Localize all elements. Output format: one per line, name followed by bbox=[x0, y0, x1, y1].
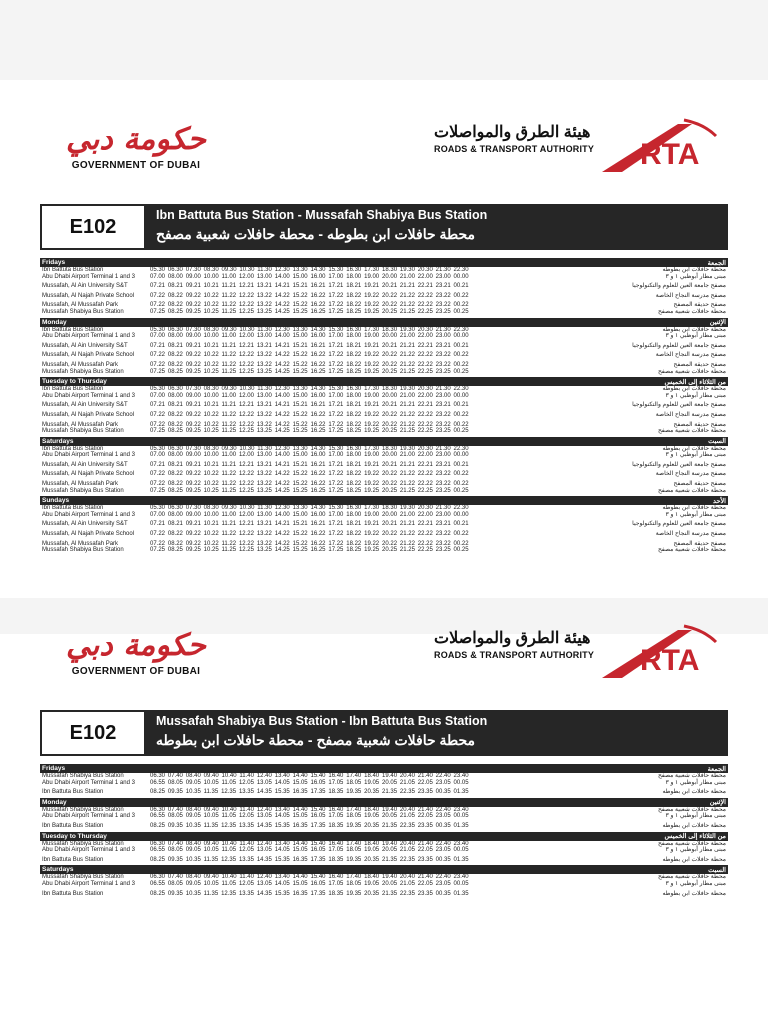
rta-name-english: ROADS & TRANSPORT AUTHORITY bbox=[434, 144, 595, 154]
stop-name-arabic: مصفح مدرسة النجاح الخاصة bbox=[655, 352, 726, 359]
table-row bbox=[40, 393, 728, 400]
stop-name: Mussafah Shabiya Bus Station bbox=[42, 840, 124, 847]
stop-name: Abu Dhabi Airport Terminal 1 and 3 bbox=[42, 779, 135, 786]
departure-times: 07.22 08.22 09.22 10.22 11.22 12.22 13.22 14.22 15.22 16.22 17.22 18.22 19.22 20.22 21.22 22.22 23.22 00.22 bbox=[150, 352, 469, 359]
top-background bbox=[0, 0, 768, 80]
dubai-logo-english: GOVERNMENT OF DUBAI bbox=[71, 666, 201, 677]
rta-mark-text: RTA bbox=[640, 138, 700, 171]
stop-name-arabic: مصفح جامعة العين للعلوم والتكنولوجيا bbox=[632, 402, 726, 409]
stop-name: Mussafah, Al Ain University S&T bbox=[42, 521, 128, 528]
stop-name: Abu Dhabi Airport Terminal 1 and 3 bbox=[42, 511, 135, 518]
departure-times: 07.22 08.22 09.22 10.22 11.22 12.22 13.22 14.22 15.22 16.22 17.22 18.22 19.22 20.22 21.22 22.22 23.22 00.22 bbox=[150, 540, 469, 547]
stop-name-arabic: محطة حافلات شعبية مصفح bbox=[658, 874, 726, 881]
table-row bbox=[40, 274, 728, 281]
day-label-english: Tuesday to Thursday bbox=[42, 832, 107, 840]
stop-name-arabic: مبنى مطار أبوظبي ١ و ٣ bbox=[665, 847, 726, 854]
table-row bbox=[40, 488, 728, 495]
day-header bbox=[40, 437, 728, 446]
stop-name-arabic: مصفح حديقة المصفح bbox=[673, 302, 726, 309]
stop-name: Mussafah, Al Ain University S&T bbox=[42, 283, 128, 290]
day-header bbox=[40, 258, 728, 267]
stop-name-arabic: مصفح جامعة العين للعلوم والتكنولوجيا bbox=[632, 342, 726, 349]
day-header bbox=[40, 764, 728, 773]
table-row bbox=[40, 847, 728, 854]
departure-times: 07.00 08.00 09.00 10.00 11.00 12.00 13.00 14.00 15.00 16.00 17.00 18.00 19.00 20.00 21.00 22.00 23.00 00.00 bbox=[150, 392, 469, 399]
stop-name: Mussafah Shabiya Bus Station bbox=[42, 487, 124, 494]
table-row bbox=[40, 362, 728, 369]
stop-name-arabic: مصفح حديقة المصفح bbox=[673, 421, 726, 428]
stop-name: Mussafah, Al Najah Private School bbox=[42, 352, 135, 359]
departure-times: 05.30 06.30 07.30 08.30 09.30 10.30 11.30 12.30 13.30 14.30 15.30 16.30 17.30 18.30 19.30 20.30 21.30 22.30 bbox=[150, 445, 469, 452]
day-label-english: Fridays bbox=[42, 765, 66, 772]
table-row bbox=[40, 412, 728, 419]
departure-times: 06.55 08.05 09.05 10.05 11.05 12.05 13.05 14.05 15.05 16.05 17.05 18.05 19.05 20.05 21.05 22.05 23.05 00.05 bbox=[150, 813, 469, 820]
stop-name-arabic: محطة حافلات شعبية مصفح bbox=[658, 806, 726, 813]
table-row bbox=[40, 422, 728, 429]
departure-times: 05.30 06.30 07.30 08.30 09.30 10.30 11.30 12.30 13.30 14.30 15.30 16.30 17.30 18.30 19.30 20.30 21.30 22.30 bbox=[150, 326, 469, 333]
rta-logo-icon bbox=[600, 118, 718, 174]
stop-name-arabic: محطة حافلات شعبية مصفح bbox=[658, 773, 726, 779]
stop-name-arabic: مصفح حديقة المصفح bbox=[673, 481, 726, 488]
stop-name-arabic: محطة حافلات شعبية مصفح bbox=[658, 840, 726, 847]
departure-times: 05.30 06.30 07.30 08.30 09.30 10.30 11.30 12.30 13.30 14.30 15.30 16.30 17.30 18.30 19.30 20.30 21.30 22.30 bbox=[150, 386, 469, 393]
government-of-dubai-logo bbox=[66, 628, 206, 677]
table-row bbox=[40, 462, 728, 469]
table-row bbox=[40, 283, 728, 290]
day-label-english: Sundays bbox=[42, 497, 70, 505]
table-row bbox=[40, 452, 728, 459]
departure-times: 07.22 08.22 09.22 10.22 11.22 12.22 13.22 14.22 15.22 16.22 17.22 18.22 19.22 20.22 21.22 22.22 23.22 00.22 bbox=[150, 411, 469, 418]
stop-name-arabic: مبنى مطار أبوظبي ١ و ٣ bbox=[665, 452, 726, 459]
day-label-arabic: الجمعة bbox=[707, 259, 726, 267]
stop-name: Ibn Battuta Bus Station bbox=[42, 856, 104, 863]
route-number: E102 bbox=[40, 204, 146, 250]
route-title-bar bbox=[40, 710, 728, 756]
table-row bbox=[40, 857, 728, 864]
stop-name: Abu Dhabi Airport Terminal 1 and 3 bbox=[42, 880, 135, 887]
timetable-return bbox=[40, 618, 728, 897]
departure-times: 06.30 07.40 08.40 09.40 10.40 11.40 12.40 13.40 14.40 15.40 16.40 17.40 18.40 19.40 20.40 21.40 22.40 23.40 bbox=[150, 840, 469, 847]
stop-name: Mussafah, Al Ain University S&T bbox=[42, 461, 128, 468]
stop-name: Mussafah, Al Najah Private School bbox=[42, 471, 135, 478]
timetable-outbound bbox=[40, 112, 728, 554]
stop-name-arabic: مبنى مطار أبوظبي ١ و ٣ bbox=[665, 511, 726, 518]
table-row bbox=[40, 293, 728, 300]
table-row bbox=[40, 789, 728, 796]
stop-name-arabic: مبنى مطار أبوظبي ١ و ٣ bbox=[665, 273, 726, 280]
table-row bbox=[40, 302, 728, 309]
table-row bbox=[40, 891, 728, 898]
table-row bbox=[40, 841, 728, 848]
stop-name-arabic: محطة حافلات شعبية مصفح bbox=[658, 428, 726, 435]
departure-times: 05.30 06.30 07.30 08.30 09.30 10.30 11.30 12.30 13.30 14.30 15.30 16.30 17.30 18.30 19.30 20.30 21.30 22.30 bbox=[150, 505, 469, 512]
table-row bbox=[40, 773, 728, 780]
departure-times: 07.22 08.22 09.22 10.22 11.22 12.22 13.22 14.22 15.22 16.22 17.22 18.22 19.22 20.22 21.22 22.22 23.22 00.22 bbox=[150, 531, 469, 538]
route-title-bar bbox=[40, 204, 728, 250]
table-row bbox=[40, 446, 728, 453]
stop-name: Abu Dhabi Airport Terminal 1 and 3 bbox=[42, 333, 135, 340]
stop-name: Mussafah Shabiya Bus Station bbox=[42, 806, 124, 813]
stop-name-arabic: محطة حافلات شعبية مصفح bbox=[658, 308, 726, 315]
stop-name-arabic: محطة حافلات ابن بطوطه bbox=[662, 505, 726, 512]
stop-name: Abu Dhabi Airport Terminal 1 and 3 bbox=[42, 452, 135, 459]
day-header bbox=[40, 798, 728, 807]
day-label-arabic: من الثلاثاء إلى الخميس bbox=[664, 833, 726, 841]
stop-name-arabic: محطة حافلات شعبية مصفح bbox=[658, 368, 726, 375]
table-row bbox=[40, 333, 728, 340]
stop-name: Mussafah, Al Najah Private School bbox=[42, 411, 135, 418]
day-label-arabic: من الثلاثاء إلى الخميس bbox=[664, 378, 726, 386]
dubai-logo-english: GOVERNMENT OF DUBAI bbox=[71, 160, 201, 171]
table-row bbox=[40, 547, 728, 554]
stop-name: Abu Dhabi Airport Terminal 1 and 3 bbox=[42, 392, 135, 399]
departure-times: 06.30 07.40 08.40 09.40 10.40 11.40 12.40 13.40 14.40 15.40 16.40 17.40 18.40 19.40 20.40 21.40 22.40 23.40 bbox=[150, 874, 469, 881]
stop-name: Ibn Battuta Bus Station bbox=[42, 822, 104, 829]
stop-name: Mussafah, Al Ain University S&T bbox=[42, 342, 128, 349]
stop-name-arabic: مصفح مدرسة النجاح الخاصة bbox=[655, 411, 726, 418]
departure-times: 07.00 08.00 09.00 10.00 11.00 12.00 13.00 14.00 15.00 16.00 17.00 18.00 19.00 20.00 21.00 22.00 23.00 00.00 bbox=[150, 333, 469, 340]
departure-times: 07.25 08.25 09.25 10.25 11.25 12.25 13.25 14.25 15.25 16.25 17.25 18.25 19.25 20.25 21.25 22.25 23.25 00.25 bbox=[150, 487, 469, 494]
departure-times: 07.22 08.22 09.22 10.22 11.22 12.22 13.22 14.22 15.22 16.22 17.22 18.22 19.22 20.22 21.22 22.22 23.22 00.22 bbox=[150, 421, 469, 428]
departure-times: 07.25 08.25 09.25 10.25 11.25 12.25 13.25 14.25 15.25 16.25 17.25 18.25 19.25 20.25 21.25 22.25 23.25 00.25 bbox=[150, 368, 469, 375]
rta-logo-block bbox=[398, 118, 728, 178]
stop-name: Abu Dhabi Airport Terminal 1 and 3 bbox=[42, 813, 135, 820]
stop-name: Ibn Battuta Bus Station bbox=[42, 445, 104, 452]
rta-name-arabic: هيئة الطرق والمواصلات bbox=[434, 124, 591, 141]
departure-times: 07.21 08.21 09.21 10.21 11.21 12.21 13.21 14.21 15.21 16.21 17.21 18.21 19.21 20.21 21.21 22.21 23.21 00.21 bbox=[150, 283, 469, 290]
day-header bbox=[40, 865, 728, 874]
stop-name-arabic: محطة حافلات ابن بطوطه bbox=[662, 822, 726, 829]
day-label-arabic: الإثنين bbox=[709, 799, 726, 807]
day-label-arabic: السبت bbox=[708, 866, 726, 874]
table-row bbox=[40, 369, 728, 376]
table-row bbox=[40, 531, 728, 538]
stop-name: Mussafah, Al Mussafah Park bbox=[42, 421, 119, 428]
departure-times: 08.25 09.35 10.35 11.35 12.35 13.35 14.35 15.35 16.35 17.35 18.35 19.35 20.35 21.35 22.35 23.35 00.35 01.35 bbox=[150, 789, 469, 796]
rta-logo-icon bbox=[600, 624, 718, 680]
stop-name-arabic: محطة حافلات ابن بطوطه bbox=[662, 445, 726, 452]
stop-name-arabic: مصفح جامعة العين للعلوم والتكنولوجيا bbox=[632, 521, 726, 528]
stop-name-arabic: مصفح جامعة العين للعلوم والتكنولوجيا bbox=[632, 461, 726, 468]
departure-times: 07.25 08.25 09.25 10.25 11.25 12.25 13.25 14.25 15.25 16.25 17.25 18.25 19.25 20.25 21.25 22.25 23.25 00.25 bbox=[150, 547, 469, 554]
day-label-english: Monday bbox=[42, 318, 67, 326]
route-title-english: Ibn Battuta Bus Station - Mussafah Shabiya Bus Station bbox=[156, 208, 488, 222]
route-title-arabic: محطة حافلات شعبية مصفح - محطة حافلات ابن بطوطه bbox=[156, 732, 476, 748]
stop-name-arabic: محطة حافلات شعبية مصفح bbox=[658, 487, 726, 494]
stop-name: Ibn Battuta Bus Station bbox=[42, 386, 104, 393]
stop-name-arabic: مصفح مدرسة النجاح الخاصة bbox=[655, 471, 726, 478]
departure-times: 07.22 08.22 09.22 10.22 11.22 12.22 13.22 14.22 15.22 16.22 17.22 18.22 19.22 20.22 21.22 22.22 23.22 00.22 bbox=[150, 361, 469, 368]
stop-name: Mussafah, Al Mussafah Park bbox=[42, 540, 119, 547]
rta-name-arabic: هيئة الطرق والمواصلات bbox=[434, 630, 591, 647]
table-row bbox=[40, 823, 728, 830]
rta-mark-text: RTA bbox=[640, 644, 700, 677]
departure-times: 06.55 08.05 09.05 10.05 11.05 12.05 13.05 14.05 15.05 16.05 17.05 18.05 19.05 20.05 21.05 22.05 23.05 00.05 bbox=[150, 779, 469, 786]
day-label-english: Saturdays bbox=[42, 866, 74, 874]
departure-times: 08.25 09.35 10.35 11.35 12.35 13.35 14.35 15.35 16.35 17.35 18.35 19.35 20.35 21.35 22.35 23.35 00.35 01.35 bbox=[150, 856, 469, 863]
stop-name-arabic: مبنى مطار أبوظبي ١ و ٣ bbox=[665, 392, 726, 399]
day-label-arabic: الجمعة bbox=[707, 765, 726, 773]
day-label-arabic: الإثنين bbox=[709, 319, 726, 327]
stop-name-arabic: محطة حافلات ابن بطوطه bbox=[662, 386, 726, 393]
departure-times: 06.55 08.05 09.05 10.05 11.05 12.05 13.05 14.05 15.05 16.05 17.05 18.05 19.05 20.05 21.05 22.05 23.05 00.05 bbox=[150, 880, 469, 887]
table-row bbox=[40, 471, 728, 478]
table-row bbox=[40, 327, 728, 334]
stop-name: Ibn Battuta Bus Station bbox=[42, 505, 104, 512]
departure-times: 08.25 09.35 10.35 11.35 12.35 13.35 14.35 15.35 16.35 17.35 18.35 19.35 20.35 21.35 22.35 23.35 00.35 01.35 bbox=[150, 822, 469, 829]
day-label-english: Tuesday to Thursday bbox=[42, 378, 107, 386]
day-label-english: Saturdays bbox=[42, 437, 74, 445]
stop-name: Mussafah, Al Ain University S&T bbox=[42, 402, 128, 409]
stop-name-arabic: محطة حافلات ابن بطوطه bbox=[662, 890, 726, 897]
day-header bbox=[40, 377, 728, 386]
departure-times: 07.22 08.22 09.22 10.22 11.22 12.22 13.22 14.22 15.22 16.22 17.22 18.22 19.22 20.22 21.22 22.22 23.22 00.22 bbox=[150, 471, 469, 478]
dubai-logo-arabic: حكومة دبي bbox=[66, 122, 206, 157]
day-label-arabic: السبت bbox=[708, 438, 726, 446]
stop-name: Mussafah Shabiya Bus Station bbox=[42, 773, 124, 779]
stop-name-arabic: محطة حافلات ابن بطوطه bbox=[662, 326, 726, 333]
stop-name: Mussafah, Al Mussafah Park bbox=[42, 481, 119, 488]
departure-times: 08.25 09.35 10.35 11.35 12.35 13.35 14.35 15.35 16.35 17.35 18.35 19.35 20.35 21.35 22.35 23.35 00.35 01.35 bbox=[150, 890, 469, 897]
stop-name: Abu Dhabi Airport Terminal 1 and 3 bbox=[42, 273, 135, 280]
stop-name: Mussafah Shabiya Bus Station bbox=[42, 547, 124, 554]
table-row bbox=[40, 309, 728, 316]
stop-name: Mussafah Shabiya Bus Station bbox=[42, 874, 124, 881]
dubai-logo-arabic: حكومة دبي bbox=[66, 628, 206, 663]
stop-name-arabic: محطة حافلات ابن بطوطه bbox=[662, 267, 726, 273]
day-header bbox=[40, 832, 728, 841]
departure-times: 06.30 07.40 08.40 09.40 10.40 11.40 12.40 13.40 14.40 15.40 16.40 17.40 18.40 19.40 20.40 21.40 22.40 23.40 bbox=[150, 773, 469, 779]
stop-name-arabic: محطة حافلات ابن بطوطه bbox=[662, 789, 726, 796]
table-row bbox=[40, 813, 728, 820]
departure-times: 06.30 07.40 08.40 09.40 10.40 11.40 12.40 13.40 14.40 15.40 16.40 17.40 18.40 19.40 20.40 21.40 22.40 23.40 bbox=[150, 806, 469, 813]
stop-name-arabic: مبنى مطار أبوظبي ١ و ٣ bbox=[665, 333, 726, 340]
stop-name: Mussafah, Al Najah Private School bbox=[42, 292, 135, 299]
table-row bbox=[40, 881, 728, 888]
route-number: E102 bbox=[40, 710, 146, 756]
day-label-english: Monday bbox=[42, 798, 67, 806]
stop-name-arabic: مبنى مطار أبوظبي ١ و ٣ bbox=[665, 880, 726, 887]
day-label-english: Fridays bbox=[42, 259, 66, 266]
stop-name: Mussafah Shabiya Bus Station bbox=[42, 308, 124, 315]
route-title-english: Mussafah Shabiya Bus Station - Ibn Battuta Bus Station bbox=[156, 714, 488, 728]
stop-name-arabic: مبنى مطار أبوظبي ١ و ٣ bbox=[665, 779, 726, 786]
day-header bbox=[40, 318, 728, 327]
departure-times: 07.21 08.21 09.21 10.21 11.21 12.21 13.21 14.21 15.21 16.21 17.21 18.21 19.21 20.21 21.21 22.21 23.21 00.21 bbox=[150, 461, 469, 468]
table-row bbox=[40, 402, 728, 409]
table-row bbox=[40, 521, 728, 528]
stop-name: Mussafah Shabiya Bus Station bbox=[42, 428, 124, 435]
table-row bbox=[40, 428, 728, 435]
stop-name-arabic: مصفح حديقة المصفح bbox=[673, 540, 726, 547]
stop-name-arabic: محطة حافلات ابن بطوطه bbox=[662, 856, 726, 863]
day-header bbox=[40, 496, 728, 505]
departure-times: 07.21 08.21 09.21 10.21 11.21 12.21 13.21 14.21 15.21 16.21 17.21 18.21 19.21 20.21 21.21 22.21 23.21 00.21 bbox=[150, 521, 469, 528]
stop-name: Ibn Battuta Bus Station bbox=[42, 789, 104, 796]
page-header bbox=[40, 618, 728, 710]
table-row bbox=[40, 541, 728, 548]
table-row bbox=[40, 780, 728, 787]
table-row bbox=[40, 512, 728, 519]
departure-times: 06.55 08.05 09.05 10.05 11.05 12.05 13.05 14.05 15.05 16.05 17.05 18.05 19.05 20.05 21.05 22.05 23.05 00.05 bbox=[150, 847, 469, 854]
table-row bbox=[40, 386, 728, 393]
departure-times: 07.21 08.21 09.21 10.21 11.21 12.21 13.21 14.21 15.21 16.21 17.21 18.21 19.21 20.21 21.21 22.21 23.21 00.21 bbox=[150, 342, 469, 349]
departure-times: 07.00 08.00 09.00 10.00 11.00 12.00 13.00 14.00 15.00 16.00 17.00 18.00 19.00 20.00 21.00 22.00 23.00 00.00 bbox=[150, 273, 469, 280]
stop-name: Abu Dhabi Airport Terminal 1 and 3 bbox=[42, 847, 135, 854]
departure-times: 07.25 08.25 09.25 10.25 11.25 12.25 13.25 14.25 15.25 16.25 17.25 18.25 19.25 20.25 21.25 22.25 23.25 00.25 bbox=[150, 428, 469, 435]
stop-name: Mussafah, Al Mussafah Park bbox=[42, 361, 119, 368]
government-of-dubai-logo bbox=[66, 122, 206, 171]
stop-name: Mussafah, Al Najah Private School bbox=[42, 531, 135, 538]
stop-name-arabic: مبنى مطار أبوظبي ١ و ٣ bbox=[665, 813, 726, 820]
stop-name: Ibn Battuta Bus Station bbox=[42, 326, 104, 333]
departure-times: 07.22 08.22 09.22 10.22 11.22 12.22 13.22 14.22 15.22 16.22 17.22 18.22 19.22 20.22 21.22 22.22 23.22 00.22 bbox=[150, 481, 469, 488]
table-row bbox=[40, 481, 728, 488]
table-row bbox=[40, 807, 728, 814]
stop-name: Ibn Battuta Bus Station bbox=[42, 267, 104, 273]
table-row bbox=[40, 874, 728, 881]
stop-name-arabic: محطة حافلات شعبية مصفح bbox=[658, 547, 726, 554]
departure-times: 05.30 06.30 07.30 08.30 09.30 10.30 11.30 12.30 13.30 14.30 15.30 16.30 17.30 18.30 19.30 20.30 21.30 22.30 bbox=[150, 267, 469, 273]
route-title-arabic: محطة حافلات ابن بطوطه - محطة حافلات شعبية مصفح bbox=[156, 226, 476, 242]
departure-times: 07.00 08.00 09.00 10.00 11.00 12.00 13.00 14.00 15.00 16.00 17.00 18.00 19.00 20.00 21.00 22.00 23.00 00.00 bbox=[150, 511, 469, 518]
stop-name-arabic: مصفح حديقة المصفح bbox=[673, 361, 726, 368]
table-row bbox=[40, 505, 728, 512]
rta-logo-block bbox=[398, 624, 728, 684]
departure-times: 07.25 08.25 09.25 10.25 11.25 12.25 13.25 14.25 15.25 16.25 17.25 18.25 19.25 20.25 21.25 22.25 23.25 00.25 bbox=[150, 308, 469, 315]
stop-name-arabic: مصفح مدرسة النجاح الخاصة bbox=[655, 292, 726, 299]
departure-times: 07.22 08.22 09.22 10.22 11.22 12.22 13.22 14.22 15.22 16.22 17.22 18.22 19.22 20.22 21.22 22.22 23.22 00.22 bbox=[150, 292, 469, 299]
stop-name: Ibn Battuta Bus Station bbox=[42, 890, 104, 897]
departure-times: 07.00 08.00 09.00 10.00 11.00 12.00 13.00 14.00 15.00 16.00 17.00 18.00 19.00 20.00 21.00 22.00 23.00 00.00 bbox=[150, 452, 469, 459]
stop-name: Mussafah Shabiya Bus Station bbox=[42, 368, 124, 375]
table-row bbox=[40, 352, 728, 359]
stop-name-arabic: مصفح مدرسة النجاح الخاصة bbox=[655, 531, 726, 538]
day-label-arabic: الأحد bbox=[713, 497, 726, 505]
table-row bbox=[40, 343, 728, 350]
page-header bbox=[40, 112, 728, 204]
stop-name-arabic: مصفح جامعة العين للعلوم والتكنولوجيا bbox=[632, 283, 726, 290]
departure-times: 07.22 08.22 09.22 10.22 11.22 12.22 13.22 14.22 15.22 16.22 17.22 18.22 19.22 20.22 21.22 22.22 23.22 00.22 bbox=[150, 302, 469, 309]
stop-name: Mussafah, Al Mussafah Park bbox=[42, 302, 119, 309]
rta-name-english: ROADS & TRANSPORT AUTHORITY bbox=[434, 650, 595, 660]
table-row bbox=[40, 267, 728, 274]
departure-times: 07.21 08.21 09.21 10.21 11.21 12.21 13.21 14.21 15.21 16.21 17.21 18.21 19.21 20.21 21.21 22.21 23.21 00.21 bbox=[150, 402, 469, 409]
